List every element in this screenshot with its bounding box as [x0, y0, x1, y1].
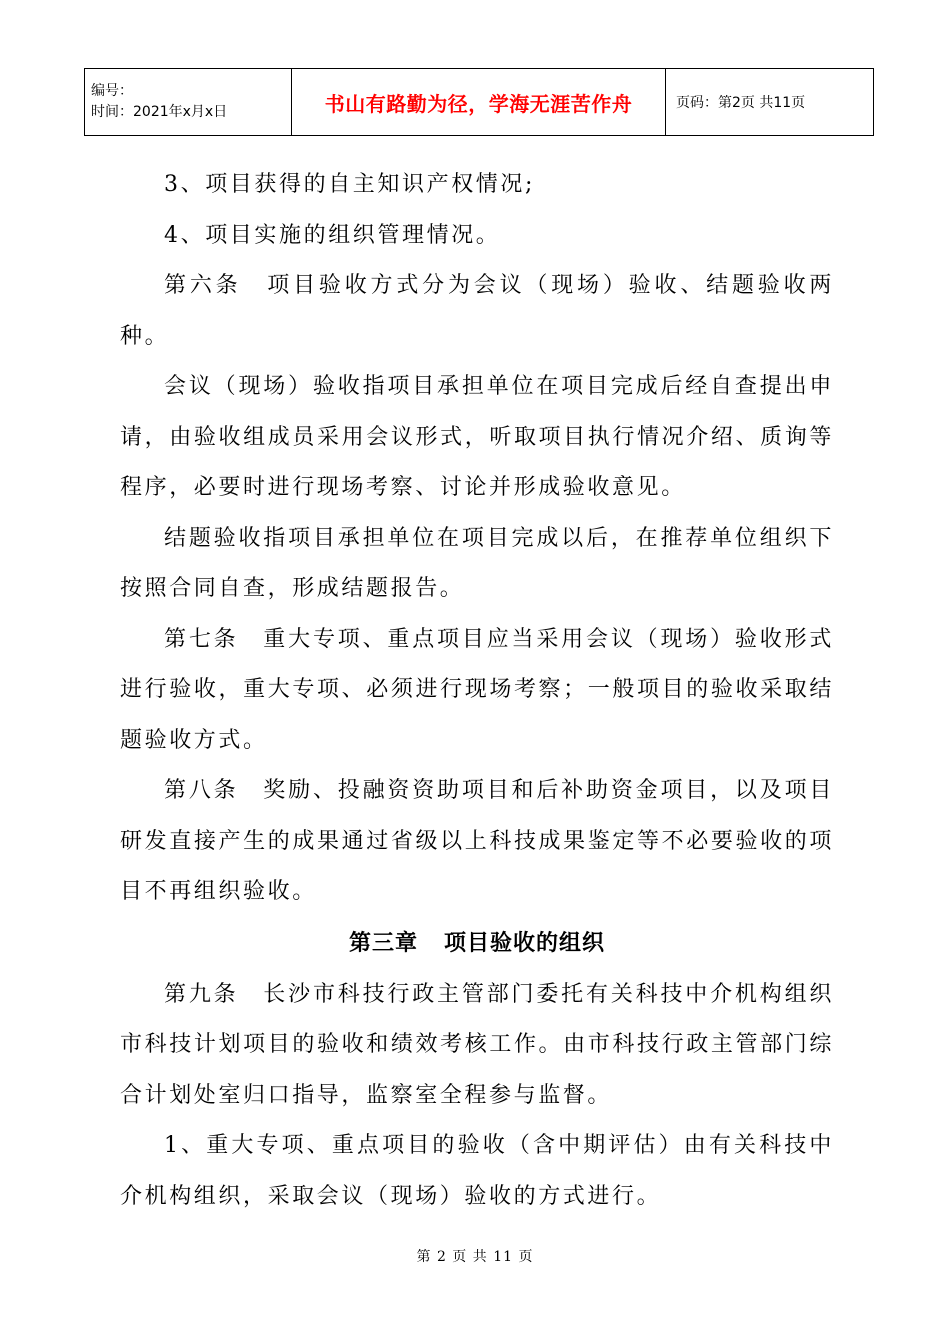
paragraph: 1、重大专项、重点项目的验收（含中期评估）由有关科技中介机构组织，采取会议（现场）验收的方式进行。 [120, 1133, 834, 1209]
chapter-title: 项目验收的组织 [444, 930, 606, 956]
date-label: 时间：2021年x月x日 [91, 104, 228, 120]
chapter-number: 第三章 [348, 930, 418, 956]
chapter-heading [120, 918, 834, 970]
article-7: 第七条 重大专项、重点项目应当采用会议（现场）验收形式进行验收，重大专项、必须进行现场考察；一般项目的验收采取结题验收方式。 [120, 626, 834, 753]
header-motto: 书山有路勤为径，学海无涯苦作舟 [292, 69, 666, 136]
article-9: 第九条 长沙市科技行政主管部门委托有关科技中介机构组织市科技计划项目的验收和绩效考核工作。由市科技行政主管部门综合计划处室归口指导，监察室全程参与监督。 [120, 981, 834, 1108]
page-footer: 第 2 页 共 11 页 [416, 1249, 534, 1265]
article-6: 第六条 项目验收方式分为会议（现场）验收、结题验收两种。 [120, 273, 834, 349]
header-table [84, 68, 874, 136]
paragraph: 3、项目获得的自主知识产权情况; [164, 172, 536, 197]
header-meta-cell [85, 69, 292, 136]
document-body [120, 160, 834, 1222]
header-page-info: 页码：第2页 共11页 [666, 69, 874, 136]
paragraph: 会议（现场）验收指项目承担单位在项目完成后经自查提出申请，由验收组成员采用会议形式，听取项目执行情况介绍、质询等程序，必要时进行现场考察、讨论并形成验收意见。 [120, 374, 834, 500]
paragraph: 结题验收指项目承担单位在项目完成以后，在推荐单位组织下按照合同自查，形成结题报告。 [120, 525, 834, 601]
serial-number-label: 编号： [91, 83, 133, 99]
paragraph: 4、项目实施的组织管理情况。 [164, 222, 501, 248]
article-8: 第八条 奖励、投融资资助项目和后补助资金项目，以及项目研发直接产生的成果通过省级以上科技成果鉴定等不必要验收的项目不再组织验收。 [120, 778, 834, 904]
